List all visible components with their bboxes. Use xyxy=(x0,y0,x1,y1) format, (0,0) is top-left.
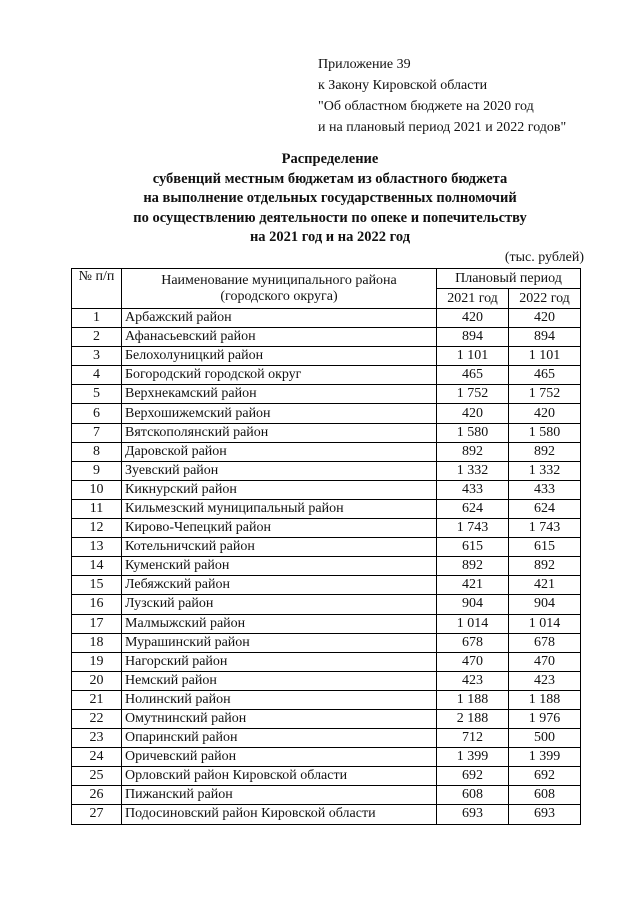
row-value-2022: 1 188 xyxy=(509,690,581,709)
title-line-3: на выполнение отдельных государственных полномочий xyxy=(143,190,517,206)
row-name: Омутнинский район xyxy=(122,709,437,728)
row-value-2021: 1 752 xyxy=(437,385,509,404)
row-value-2021: 608 xyxy=(437,786,509,805)
row-value-2021: 433 xyxy=(437,480,509,499)
row-number: 11 xyxy=(72,499,122,518)
row-value-2022: 693 xyxy=(509,805,581,824)
row-value-2022: 615 xyxy=(509,538,581,557)
appendix-number: Приложение 39 xyxy=(318,57,411,72)
row-value-2021: 1 580 xyxy=(437,423,509,442)
row-value-2022: 678 xyxy=(509,633,581,652)
row-value-2021: 1 014 xyxy=(437,614,509,633)
row-value-2021: 2 188 xyxy=(437,709,509,728)
row-name: Арбажский район xyxy=(122,309,437,328)
table-row xyxy=(72,423,581,442)
row-number: 26 xyxy=(72,786,122,805)
row-number: 14 xyxy=(72,557,122,576)
table-row xyxy=(72,767,581,786)
table-row xyxy=(72,480,581,499)
row-value-2022: 421 xyxy=(509,576,581,595)
row-name: Котельничский район xyxy=(122,538,437,557)
row-value-2022: 1 014 xyxy=(509,614,581,633)
row-name: Вятскополянский район xyxy=(122,423,437,442)
table-row xyxy=(72,461,581,480)
row-name: Нагорский район xyxy=(122,652,437,671)
row-value-2021: 1 399 xyxy=(437,748,509,767)
row-name: Малмыжский район xyxy=(122,614,437,633)
row-name: Афанасьевский район xyxy=(122,328,437,347)
row-number: 10 xyxy=(72,480,122,499)
row-number: 23 xyxy=(72,729,122,748)
row-number: 21 xyxy=(72,690,122,709)
row-value-2022: 433 xyxy=(509,480,581,499)
table-row xyxy=(72,690,581,709)
table-row xyxy=(72,404,581,423)
row-number: 1 xyxy=(72,309,122,328)
row-value-2022: 1 399 xyxy=(509,748,581,767)
row-name: Оричевский район xyxy=(122,748,437,767)
table-row xyxy=(72,652,581,671)
row-number: 18 xyxy=(72,633,122,652)
row-number: 17 xyxy=(72,614,122,633)
table-body xyxy=(72,309,581,825)
row-number: 24 xyxy=(72,748,122,767)
table-row xyxy=(72,347,581,366)
table-row xyxy=(72,385,581,404)
row-name: Лебяжский район xyxy=(122,576,437,595)
table-row xyxy=(72,729,581,748)
row-value-2022: 624 xyxy=(509,499,581,518)
row-number: 4 xyxy=(72,366,122,385)
row-value-2021: 465 xyxy=(437,366,509,385)
row-number: 9 xyxy=(72,461,122,480)
row-number: 19 xyxy=(72,652,122,671)
row-name: Куменский район xyxy=(122,557,437,576)
row-name: Даровской район xyxy=(122,442,437,461)
appendix-law: к Закону Кировской области xyxy=(318,78,488,93)
table-header xyxy=(72,269,581,309)
row-value-2021: 615 xyxy=(437,538,509,557)
header-2021: 2021 год xyxy=(437,289,509,309)
row-name: Верхошижемский район xyxy=(122,404,437,423)
row-value-2022: 1 752 xyxy=(509,385,581,404)
row-value-2022: 904 xyxy=(509,595,581,614)
row-name: Нолинский район xyxy=(122,690,437,709)
document-title xyxy=(0,150,640,248)
row-value-2021: 423 xyxy=(437,671,509,690)
appendix-law-title: "Об областном бюджете на 2020 год xyxy=(318,99,534,114)
table-row xyxy=(72,633,581,652)
appendix-law-period: и на плановый период 2021 и 2022 годов" xyxy=(318,120,567,135)
header-num: № п/п xyxy=(72,269,122,309)
table-row xyxy=(72,576,581,595)
row-value-2021: 692 xyxy=(437,767,509,786)
row-value-2022: 465 xyxy=(509,366,581,385)
row-number: 15 xyxy=(72,576,122,595)
table-row xyxy=(72,328,581,347)
row-name: Верхнекамский район xyxy=(122,385,437,404)
row-value-2022: 500 xyxy=(509,729,581,748)
row-name: Зуевский район xyxy=(122,461,437,480)
row-value-2022: 892 xyxy=(509,557,581,576)
row-number: 12 xyxy=(72,519,122,538)
row-value-2022: 892 xyxy=(509,442,581,461)
row-value-2022: 470 xyxy=(509,652,581,671)
row-name: Орловский район Кировской области xyxy=(122,767,437,786)
row-value-2022: 1 580 xyxy=(509,423,581,442)
row-name: Лузский район xyxy=(122,595,437,614)
row-number: 6 xyxy=(72,404,122,423)
units-label: (тыс. рублей) xyxy=(504,250,584,265)
row-value-2021: 1 188 xyxy=(437,690,509,709)
row-number: 3 xyxy=(72,347,122,366)
row-value-2022: 1 101 xyxy=(509,347,581,366)
row-value-2021: 624 xyxy=(437,499,509,518)
title-line-5: на 2021 год и на 2022 год xyxy=(249,229,411,245)
subvention-table xyxy=(71,268,581,825)
row-number: 13 xyxy=(72,538,122,557)
row-value-2022: 692 xyxy=(509,767,581,786)
row-number: 8 xyxy=(72,442,122,461)
table-row xyxy=(72,366,581,385)
title-line-2: субвенций местным бюджетам из областного бюджета xyxy=(152,170,508,187)
header-2022: 2022 год xyxy=(509,289,581,309)
table-row xyxy=(72,748,581,767)
table-row xyxy=(72,499,581,518)
row-name: Кикнурский район xyxy=(122,480,437,499)
table-row xyxy=(72,709,581,728)
row-number: 25 xyxy=(72,767,122,786)
title-line-4: по осуществлению деятельности по опеке и попечительству xyxy=(133,209,527,226)
row-value-2021: 1 332 xyxy=(437,461,509,480)
row-value-2021: 678 xyxy=(437,633,509,652)
table-row xyxy=(72,442,581,461)
row-name: Белохолуницкий район xyxy=(122,347,437,366)
table-row xyxy=(72,519,581,538)
row-value-2021: 904 xyxy=(437,595,509,614)
header-name-line2: (городского округа) xyxy=(220,288,338,304)
table-row xyxy=(72,595,581,614)
row-name: Немский район xyxy=(122,671,437,690)
row-name: Богородский городской округ xyxy=(122,366,437,385)
row-name: Кильмезский муниципальный район xyxy=(122,499,437,518)
row-name: Пижанский район xyxy=(122,786,437,805)
row-number: 5 xyxy=(72,385,122,404)
table-row xyxy=(72,557,581,576)
row-number: 2 xyxy=(72,328,122,347)
table-row xyxy=(72,614,581,633)
row-value-2022: 420 xyxy=(509,404,581,423)
appendix-header xyxy=(318,54,566,138)
row-number: 22 xyxy=(72,709,122,728)
row-value-2021: 420 xyxy=(437,309,509,328)
row-value-2021: 892 xyxy=(437,557,509,576)
row-value-2021: 1 101 xyxy=(437,347,509,366)
table-row xyxy=(72,786,581,805)
row-number: 27 xyxy=(72,805,122,824)
table-row xyxy=(72,805,581,824)
row-value-2021: 894 xyxy=(437,328,509,347)
row-value-2022: 423 xyxy=(509,671,581,690)
row-number: 16 xyxy=(72,595,122,614)
row-number: 20 xyxy=(72,671,122,690)
row-value-2022: 1 332 xyxy=(509,461,581,480)
row-value-2021: 1 743 xyxy=(437,519,509,538)
row-value-2022: 1 976 xyxy=(509,709,581,728)
title-line-1: Распределение xyxy=(281,151,379,167)
row-value-2021: 693 xyxy=(437,805,509,824)
row-value-2022: 1 743 xyxy=(509,519,581,538)
row-name: Мурашинский район xyxy=(122,633,437,652)
table-row xyxy=(72,309,581,328)
row-name: Подосиновский район Кировской области xyxy=(122,805,437,824)
table-row xyxy=(72,671,581,690)
row-value-2022: 608 xyxy=(509,786,581,805)
row-value-2022: 420 xyxy=(509,309,581,328)
row-name: Опаринский район xyxy=(122,729,437,748)
row-name: Кирово-Чепецкий район xyxy=(122,519,437,538)
header-period: Плановый период xyxy=(437,269,581,289)
row-value-2021: 421 xyxy=(437,576,509,595)
row-value-2022: 894 xyxy=(509,328,581,347)
row-value-2021: 470 xyxy=(437,652,509,671)
row-value-2021: 712 xyxy=(437,729,509,748)
row-value-2021: 892 xyxy=(437,442,509,461)
row-value-2021: 420 xyxy=(437,404,509,423)
header-name xyxy=(122,269,437,309)
header-name-line1: Наименование муниципального района xyxy=(161,272,397,288)
row-number: 7 xyxy=(72,423,122,442)
table-row xyxy=(72,538,581,557)
